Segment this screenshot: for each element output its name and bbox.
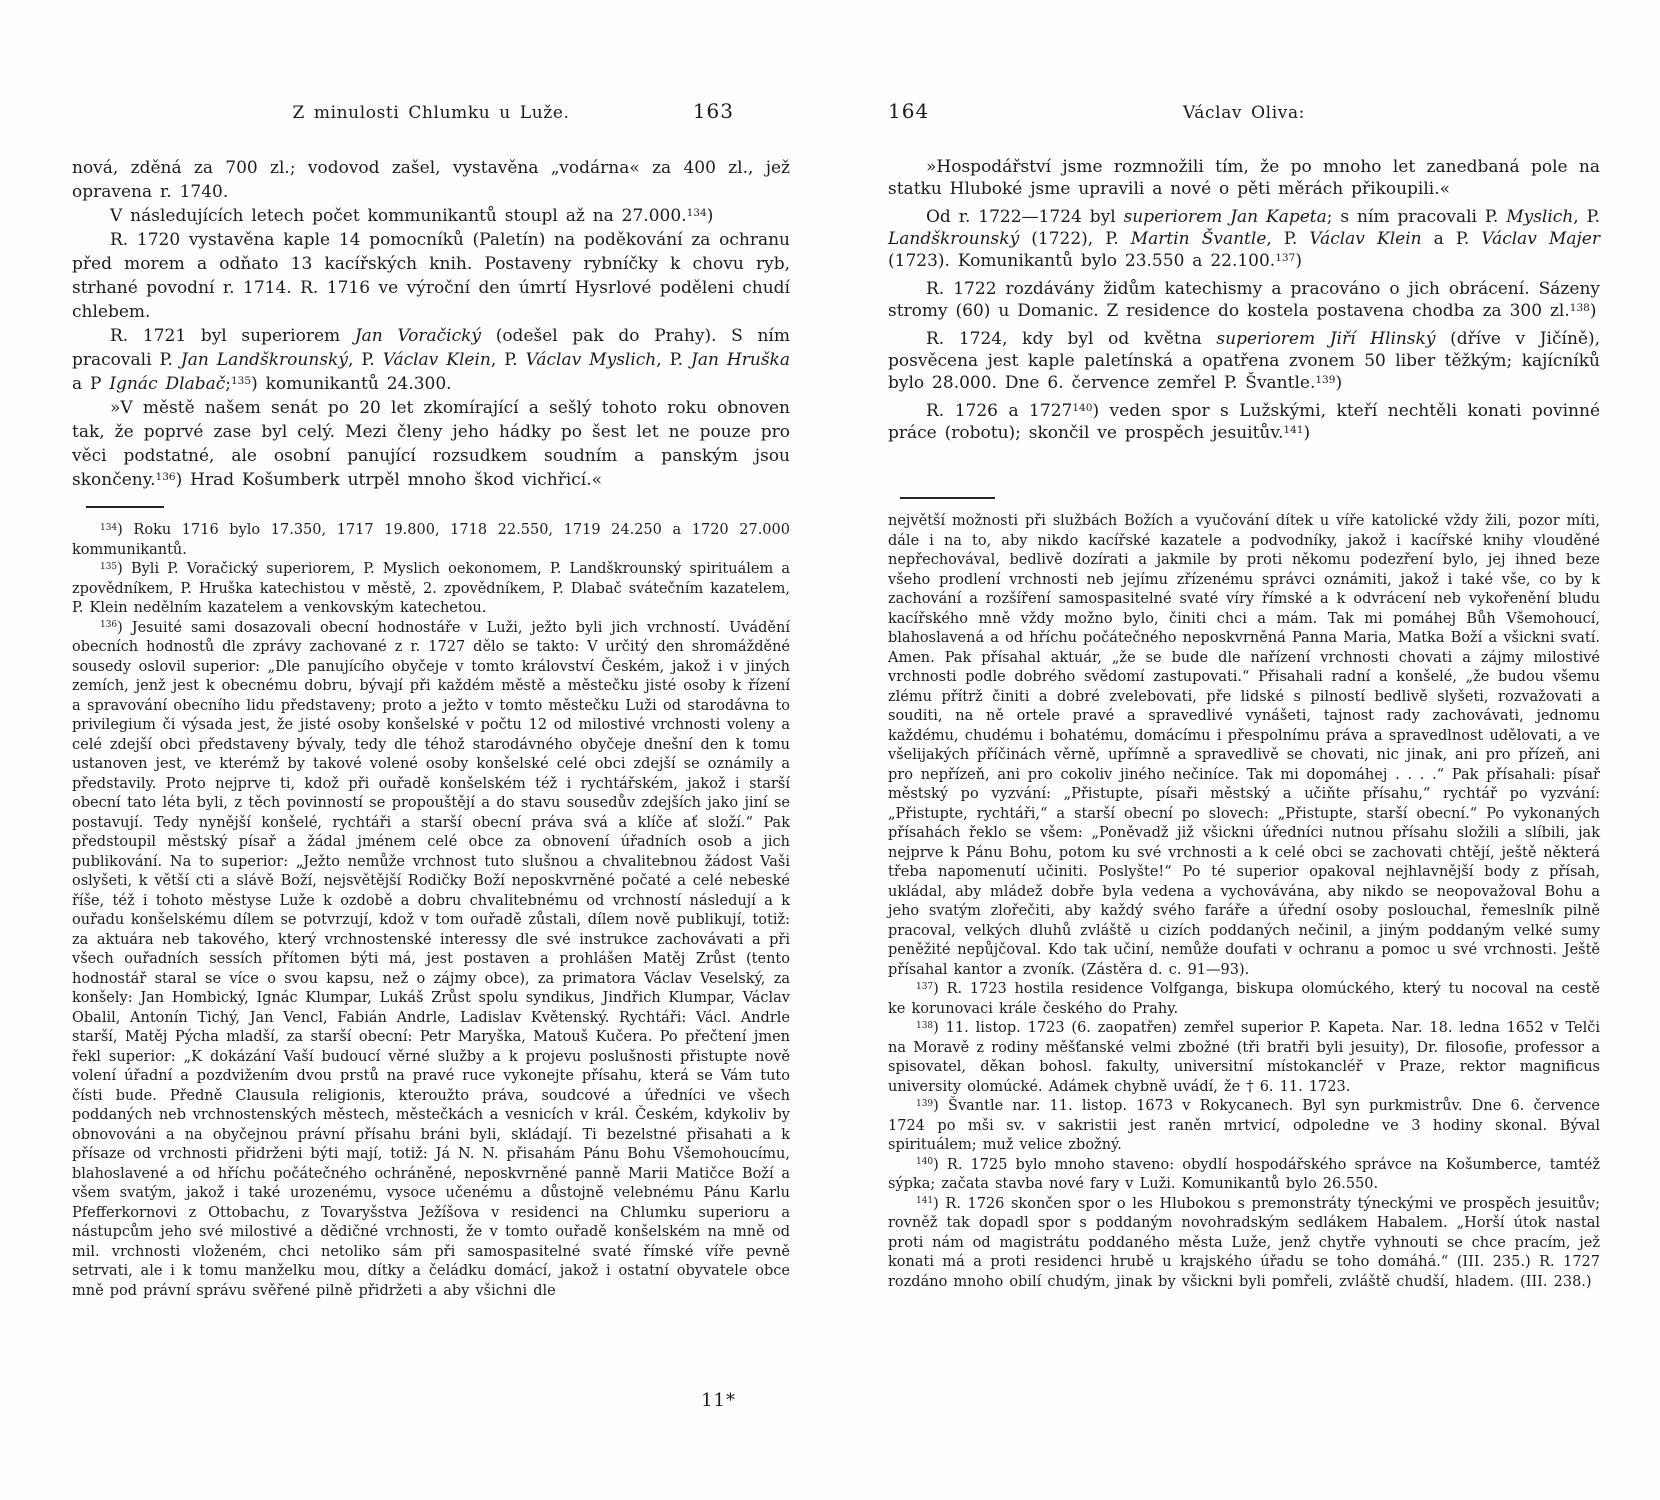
footnote-marker: 136 [100,620,118,631]
footnote-marker: 139 [916,1098,934,1109]
italic-text: superiorem Jan Kapeta [1123,207,1327,227]
footnote-marker: 137 [916,981,934,992]
page-number-right: 164 [888,99,930,123]
text-run: ) Jesuité sami dosazovali obecní hodnostáře v Luži, ježto byli jich vrchností. Uvádění obecních hodnostů dle zprávy zachované z r. 1727 dělo se takto: V určitý den shromážděné sousedy oslovil superior: „Dle panujícího obyčeje v tomto království Českém, jakož i v jiných zemích, jenž jest k obecnému dobru, bývají při každém městě a městečku jisté osoby k řízení a spravování obecního lidu představeny; proto a ježto v tomto městečku Luži od starodávna to privilegium či výsada jest, že jisté osoby konšelské v počtu 12 od milostivé vrchnosti voleny a celé zdejší obci představeny bývaly, tedy dle téhož starodávného obyčeje dnešní den k tomu ustanoven jest, ve kterémž by takové volené osoby konšelské celé obci zdejší se oznámily a představily. Proto nejprve ti, kdož při ouřadě konšelském též i rychtářském, jakož i starší obecní tato léta byli, z těch povinností se propouštějí a do stavu sousedův zdejších jako jiní se postavují. Tedy nynější konšelé, rychtáři a starší obecní práva svá a klíče ať složí.“ Pak předstoupil městský písař a žádal jménem celé obce za obnovení úřadních osob a jich publikování. Na to superior: „Ježto nemůže vrchnost tuto slušnou a chvalitebnou žádost Vaši oslyšeti, k větší cti a slávě Boží, nejsvětější Rodičky Boží neposkvrněné počaté a celé nebeské říše, též i tohoto městyse Luže k ozdobě a dobru chvalitebnému od vrchností následují a k ouřadu konšelskému dílem se potvrzují, kdož v tom ouřadě zůstali, dílem nově publikují, totiž: za aktuára neb takového, který vrchnostenské interessy dle své instrukce zachovávati a při všech ouřadních sessích přítomen býti má, jest postaven a prohlášen Matěj Zrůst (tento hodnostář staral se více o svou kapsu, než o zájmy obce), za primatora Václav Veselský, za konšely: Jan Hombický, Ignác Klumpar, Lukáš Zrůst spolu syndikus, Jindřich Klumpar, Václav Obalil, Antonín Tichý, Jan Vencl, Fabián Andrle, Ladislav Květenský. Rychtáři: Václ. Andrle starší, Matěj Pýcha mladší, za starší obecní: Petr Maryška, Matouš Kučera. Po přečtení jmen řekl superior: „K dokázání Vaší budoucí věrné služby a k projevu poslušnosti přistupte nově volení úřadní a pozdvižením dvou prstů na pravé ruce vykonejte přísahu, která se Vám tuto čísti bude. Předně Clausula religionis, kteroužto práva, soudcové a úředníci ve všech poddaných neb vrchnostenských městech, městečkách a vesnicích v král. Českém, kdykoliv by obnovováni a na obyčejnou právní přísahu bráni byli, skládají. Ti bezelstné přisahati a k přísaze od vrchnosti přidrženi býti mají, totiž: Já N. N. přisahám Pánu Bohu Všemohoucímu, blahoslavené a od hříchu počátečného ochráněné, neposkvrněné panně Marii Matičce Boží a všem svatým, jakož i také urozenému, vysoce učenému a důstojně velebnému Pánu Karlu Pfefferkornovi z Ottobachu, z Tovaryšstva Ježíšova v residenci na Chlumku superioru a nástupcům jeho své milostivé a dědičné vrchnosti, že v tomto ouřadě konšelském na mně od mil. vrchnosti vloženém, chci netoliko sám při samospasitelné svaté římské víře pevně setrvati, ale i k tomu manželku mou, dítky a čeládku domácí, jakož i ostatní obyvatele obce mně pod právní správu svěřené pilně přidržeti a aby všichni dle [72,619,790,1299]
right-page-header [888,99,1600,123]
text-run: R. 1720 vystavěna kaple 14 pomocníků (Paletín) na poděkování za ochranu před morem a odňato 13 kacířských knih. Postaveny rybníčky k chovu ryb, strhané povodní r. 1714. R. 1716 ve výroční den úmrtí Hysrlové poděleni chudí chlebem. [72,230,790,322]
body-paragraph [72,228,790,324]
running-title: Václav Oliva: [1182,103,1306,123]
text-run: ) [1303,423,1311,443]
text-run: , P. [1266,229,1310,249]
italic-text: Jan Voračický [354,326,482,346]
footnote [72,521,790,560]
text-run: R. 1724, kdy byl od května [926,329,1217,349]
body-paragraph [888,400,1600,444]
page-left [72,0,790,1500]
text-run: R. 1722 rozdávány židům katechismy a pracováno o jich obrácení. Sázeny stromy (60) u Domanic. Z residence do kostela postavena chodba za 300 zl. [888,279,1600,321]
italic-text: Jan Hruška [691,350,790,370]
text-run: nová, zděná za 700 zl.; vodovod zašel, vystavěna „vodárna« za 400 zl., jež opravena r. 1740. [72,158,790,202]
italic-text: Václav Klein [382,350,491,370]
text-run: (odešel pak do Prahy). S ním pracovali P. [72,326,790,370]
text-run: ) R. 1726 skončen spor o les Hlubokou s premonstráty týneckými ve prospěch jesuitův; rovněž tak dopadl spor s poddaným novohradským sedlákem Habalem. „Horší útok nastal proti nám od magistrátu poddaného města Luže, jenž chytře vyhnouti se chce pracím, jež konati má a proti residenci hrubě u krajského úřadu se toho domáhá.“ (III. 235.) R. 1727 rozdáno mnoho obilí chudým, jinak by všickni byli pomřeli, zvláště chudší, hladem. (III. 238.) [888,1195,1600,1290]
text-run: ) veden spor s Lužskými, kteří nechtěli konati povinné práce (robotu); skončil ve prospěch jesuitův. [888,401,1600,443]
footnote-separator-right [900,497,995,499]
text-run: ) 11. listop. 1723 (6. zaopatřen) zemřel superior P. Kapeta. Nar. 18. ledna 1652 v Telči na Moravě z rodiny měšťanské velmi zbožné (tři bratři byli jesuity), Dr. filosofie, professor a spisovatel, děkan bohosl. fakulty, universitní místokancléř v Praze, rektor magnificus university olomúcké. Adámek chybně uvádí, že † 6. 11. 1723. [888,1020,1600,1095]
footnote-marker: 134 [686,207,707,220]
text-run: ; s ním pracovali P. [1326,207,1507,227]
text-run: ) Byli P. Voračický superiorem, P. Myslich oekonomem, P. Landškrounský spirituálem a zpovědníkem, P. Hruška katechistou v městě, 2. zpovědníkem, P. Dlabač svátečním kazatelem, P. Klein nedělním kazatelem a venkovským katechetou. [72,561,790,616]
text-run: , P. [656,350,692,370]
footnote-marker: 135 [100,561,118,572]
footnote-marker: 139 [1315,374,1336,387]
italic-text: Landškrounský [888,229,1020,249]
body-paragraph [72,204,790,228]
footnote [888,1019,1600,1097]
body-paragraph [72,324,790,396]
body-paragraph [888,206,1600,272]
footnote [888,1097,1600,1156]
text-run: ) [1335,373,1343,393]
text-run: a P. [1421,229,1482,249]
footnote-marker: 140 [1072,402,1093,415]
text-run: ) Roku 1716 bylo 17.350, 1717 19.800, 1718 22.550, 1719 24.250 a 1720 27.000 kommunikantů. [72,522,790,558]
italic-text: Václav Majer [1481,229,1600,249]
text-run: , P. [490,350,526,370]
footnote [72,560,790,619]
text-run: ) komunikantů 24.300. [251,374,452,394]
signature-mark: 11* [701,1390,736,1411]
italic-text: Myslich [1506,207,1574,227]
right-body-text [888,156,1600,444]
text-run: ) [1295,251,1302,271]
text-run: »V městě našem senát po 20 let zkomírající a sešlý tohoto roku obnoven tak, že poprvé zase byl celý. Mezi členy jeho hádky po šest let ne pouze pro věci podstatné, ale osobní panující rozsudkem soudním a panským jsou skončeny. [72,398,790,490]
footnote-marker: 136 [155,471,176,484]
italic-text: Václav Klein [1309,229,1422,249]
text-run: R. 1721 byl superiorem [110,326,355,346]
footnote [72,619,790,1302]
footnote-marker: 141 [1283,424,1304,437]
page-number-left: 163 [692,99,734,123]
left-body-text [72,156,790,492]
italic-text: Václav Myslich [525,350,657,370]
italic-text: Ignác Dlabač [109,374,226,394]
text-run: a P [72,374,110,394]
text-run: (dříve v Jičíně), posvěcena jest kaple paletínská a opatřena zvonem 50 liber těžkým; kajícníků bylo 28.000. Dne 6. července zemřel P. Švantle. [888,329,1600,393]
footnote [888,1195,1600,1293]
running-title: Z minulosti Chlumku u Luže. [292,103,570,123]
body-paragraph [888,156,1600,200]
italic-text: Jan Landškrounský [180,350,348,370]
right-footnotes [888,512,1600,1292]
footnote-marker: 135 [230,375,252,388]
footnote-marker: 134 [100,522,118,533]
text-run: (1723). Komunikantů bylo 23.550 a 22.100. [888,251,1276,271]
text-run: ) R. 1723 hostila residence Volfganga, biskupa olomúckého, který tu nocoval na cestě ke korunovaci krále českého do Prahy. [888,981,1600,1017]
body-paragraph [72,156,790,204]
text-run: V následujících letech počet kommunikantů stoupl až na 27.000. [110,206,687,226]
text-run: největší možnosti při službách Božích a vyučování dítek u víře katolické vždy žili, pozor míti, dále i na to, aby nikdo kacířské kazatele a podvodníky, jakož i kacířské knihy vlouděné nepřechovával, bedlivě dozírati a jakmile by proti někomu podezření bylo, jej ihned beze všeho prodlení vrchnosti neb jejímu zřízenému správci oznámiti, jakož i také vše, co by k zachování a rozšíření samospasitelné svaté víry římské a k odvrácení neb vykořenění bludu kacířského mně vždy možno bylo, činiti chci a mám. Tak mi pomáhej Bůh Všemohoucí, blahoslavená a od hříchu počátečného neposkvrněná Panna Maria, Matka Boží a všickni svatí. Amen. Pak přísahal aktuár, „že se bude dle nařízení vrchnosti chovati a zájmy milostivé vrchnosti podle dobrého svědomí zastupovati.“ Přisahali radní a konšelé, „že budou všemu zlému přítrž činiti a dobré zvelebovati, pře lidské s pilností bedlivě slyšeti, rozvažovati a souditi, na ně ortele pravé a spravedlivé vynášeti, tajnost rady zachovávati, jednomu každému, chudému i bohatému, domácímu i přespolnímu práva a spravedlnost udělovati, a ve všelijakých příčinách věrně, upřímně a spravedlivě se chovati, nic jinak, ani pro přízeň, ani pro nepřízeň, ani pro cokoliv jiného nečiníce. Tak mi dopomáhej . . . .“ Pak přísahali: písař městský po vyzvání: „Přistupte, písaři městský a učiňte přísahu,“ rychtář po vyzvání: „Přistupte, rychtáři,“ a starší obecní po slovech: „Přistupte, starší obecní.“ Po vykonaných přísahách řeklo se všem: „Poněvadž již všickni úředníci nutnou přísahu složili a slíbili, jak nejprve k Pánu Bohu, potom ku své vrchnosti a k celé obci se zachovati chtějí, ještě některá třeba napomenutí učiniti. Poslyšte!“ Po té superior opakoval nejhlavnější body z přísah, ukládal, aby mládež dobře byla vedena a vychovávána, aby nikdo se neopovažoval Bohu a jeho svatým zlořečiti, aby každý svého faráře a úřední osoby poslouchal, řemeslník pilně pracoval, velkých dluhů zvláště u cizích poddaných nečinil, a jiným poddaným velké sumy peněžité nepůjčoval. Kdo tak učiní, nemůže doufati v ochranu a pomoc u své vrchnosti. Ještě přísahal kantor a zvoník. (Zástěra d. c. 91—93). [888,513,1600,978]
left-footnotes [72,521,790,1301]
left-page-header [72,99,790,123]
text-run: »Hospodářství jsme rozmnožili tím, že po mnoho let zanedbaná pole na statku Hluboké jsme upravili a nové o pěti měrách přikoupili.« [888,157,1600,199]
footnote-marker: 140 [916,1157,934,1168]
footnote [888,1156,1600,1195]
italic-text: superiorem Jiří Hlinský [1216,329,1436,349]
text-run: , P. [347,350,383,370]
body-paragraph [72,396,790,492]
text-run: ) Hrad Košumberk utrpěl mnoho škod vichřicí.« [175,470,603,490]
text-run: , P. [1573,207,1600,227]
text-run: Od r. 1722—1724 byl [926,207,1124,227]
body-paragraph [888,278,1600,322]
footnote [888,980,1600,1019]
page-right [888,0,1600,1500]
footnote-marker: 138 [916,1020,934,1031]
text-run: ) Švantle nar. 11. listop. 1673 v Rokycanech. Byl syn purkmistrův. Dne 6. července 1724 po mši sv. v sakristii jest raněn mrtvicí, odpoledne ve 3 hodiny skonal. Býval spirituálem; muž velice zbožný. [888,1098,1600,1153]
text-run: (1722), P. [1019,229,1131,249]
footnote-marker: 138 [1569,302,1590,315]
text-run: ; [225,374,231,394]
footnote [888,512,1600,980]
footnote-separator-left [86,506,164,508]
body-paragraph [888,328,1600,394]
text-run: ) R. 1725 bylo mnoho staveno: obydlí hospodářského správce na Košumberce, tamtéž sýpka; začata stavba nové fary v Luži. Komunikantů bylo 26.550. [888,1156,1600,1192]
italic-text: Martin Švantle [1130,229,1267,249]
footnote-marker: 141 [916,1196,934,1207]
text-run: R. 1726 a 1727 [926,401,1073,421]
text-run: ) [1589,301,1597,321]
footnote-marker: 137 [1275,252,1296,265]
text-run: ) [706,206,714,226]
